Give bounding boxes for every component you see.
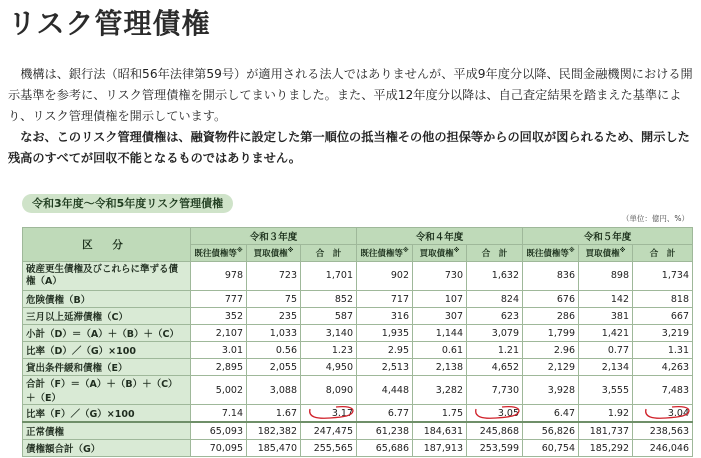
table-cell: 3,928 bbox=[523, 376, 579, 405]
table-cell: 978 bbox=[191, 262, 247, 291]
table-cell: 142 bbox=[579, 291, 633, 308]
table-cell: 3,555 bbox=[579, 376, 633, 405]
year-header: 令和３年度 bbox=[191, 228, 357, 245]
row-label: 破産更生債権及びこれらに準ずる債権（A） bbox=[23, 262, 191, 291]
table-cell: 3.05 bbox=[467, 405, 523, 423]
note-paragraph: なお、このリスク管理債権は、融資物件に設定した第一順位の抵当権その他の担保等からの回収が図られるため、開示した残高のすべてが回収不能となるものではありません。 bbox=[8, 130, 690, 165]
table-cell: 898 bbox=[579, 262, 633, 291]
page-title: リスク管理債権 bbox=[8, 7, 211, 40]
table-cell: 2.96 bbox=[523, 342, 579, 359]
table-cell: 253,599 bbox=[467, 440, 523, 457]
table-cell: 3.04 bbox=[633, 405, 693, 423]
table-cell: 2,513 bbox=[357, 359, 413, 376]
table-cell: 61,238 bbox=[357, 422, 413, 440]
note-mark: ※ bbox=[402, 247, 409, 255]
table-cell: 3,088 bbox=[247, 376, 301, 405]
table-cell: 6.77 bbox=[357, 405, 413, 423]
table-cell: 7,730 bbox=[467, 376, 523, 405]
table-cell: 587 bbox=[301, 308, 357, 325]
table-cell: 65,093 bbox=[191, 422, 247, 440]
table-row bbox=[23, 342, 693, 359]
row-label: 三月以上延滞債権（C） bbox=[23, 308, 191, 325]
note-mark: ※ bbox=[619, 247, 626, 255]
table-cell: 717 bbox=[357, 291, 413, 308]
table-cell: 352 bbox=[191, 308, 247, 325]
table-cell: 187,913 bbox=[413, 440, 467, 457]
table-cell: 247,475 bbox=[301, 422, 357, 440]
table-cell: 2,055 bbox=[247, 359, 301, 376]
table-cell: 1.75 bbox=[413, 405, 467, 423]
note-mark: ※ bbox=[568, 247, 575, 255]
row-label: 比率（F）／（G）×100 bbox=[23, 405, 191, 423]
table-cell: 2,129 bbox=[523, 359, 579, 376]
table-cell: 667 bbox=[633, 308, 693, 325]
table-cell: 56,826 bbox=[523, 422, 579, 440]
row-label: 危険債権（B） bbox=[23, 291, 191, 308]
risk-claims-table bbox=[22, 227, 693, 457]
year-header: 令和５年度 bbox=[523, 228, 693, 245]
table-cell: 1,421 bbox=[579, 325, 633, 342]
table-cell: 852 bbox=[301, 291, 357, 308]
header-category: 区 分 bbox=[23, 228, 191, 262]
table-row bbox=[23, 440, 693, 457]
table-cell: 1,632 bbox=[467, 262, 523, 291]
table-cell: 246,046 bbox=[633, 440, 693, 457]
row-label: 債権額合計（G） bbox=[23, 440, 191, 457]
intro-paragraph: 機構は、銀行法（昭和56年法律第59号）が適用される法人ではありませんが、平成9年度分以降、民間金融機関における開示基準を参考に、リスク管理債権を開示してまいりました。また、平成12年度分以降は、自己査定結果を踏まえた基準により、リスク管理債権を開示しています。 bbox=[8, 67, 693, 123]
table-cell: 3,079 bbox=[467, 325, 523, 342]
table-cell: 818 bbox=[633, 291, 693, 308]
table-cell: 3.01 bbox=[191, 342, 247, 359]
unit-note: （単位：億円、%） bbox=[621, 214, 689, 223]
table-cell: 3,282 bbox=[413, 376, 467, 405]
table-cell: 65,686 bbox=[357, 440, 413, 457]
table-cell: 307 bbox=[413, 308, 467, 325]
table-cell: 184,631 bbox=[413, 422, 467, 440]
section-heading: 令和3年度～令和5年度リスク管理債権 bbox=[22, 194, 233, 213]
table-cell: 777 bbox=[191, 291, 247, 308]
table-row bbox=[23, 422, 693, 440]
table-cell: 8,090 bbox=[301, 376, 357, 405]
table-cell: 5,002 bbox=[191, 376, 247, 405]
table-cell: 1.23 bbox=[301, 342, 357, 359]
table-cell: 1.31 bbox=[633, 342, 693, 359]
table-cell: 0.61 bbox=[413, 342, 467, 359]
table-row bbox=[23, 262, 693, 291]
table-cell: 1,734 bbox=[633, 262, 693, 291]
table-row bbox=[23, 308, 693, 325]
table-cell: 623 bbox=[467, 308, 523, 325]
table-cell: 1.21 bbox=[467, 342, 523, 359]
table-row bbox=[23, 359, 693, 376]
table-cell: 1,799 bbox=[523, 325, 579, 342]
table-cell: 730 bbox=[413, 262, 467, 291]
table-cell: 1,033 bbox=[247, 325, 301, 342]
table-cell: 238,563 bbox=[633, 422, 693, 440]
table-cell: 902 bbox=[357, 262, 413, 291]
row-label: 合計（F）＝（A）＋（B）＋（C）＋（E） bbox=[23, 376, 191, 405]
table-cell: 824 bbox=[467, 291, 523, 308]
table-cell: 245,868 bbox=[467, 422, 523, 440]
table-cell: 1,935 bbox=[357, 325, 413, 342]
table-row bbox=[23, 291, 693, 308]
table-cell: 3,219 bbox=[633, 325, 693, 342]
table-cell: 4,950 bbox=[301, 359, 357, 376]
table-row bbox=[23, 325, 693, 342]
column-subheader: 既往債権等※ bbox=[523, 245, 579, 262]
column-subheader: 既往債権等※ bbox=[357, 245, 413, 262]
table-cell: 185,292 bbox=[579, 440, 633, 457]
table-cell: 7,483 bbox=[633, 376, 693, 405]
table-cell: 235 bbox=[247, 308, 301, 325]
table-cell: 75 bbox=[247, 291, 301, 308]
column-subheader: 買取債権※ bbox=[247, 245, 301, 262]
table-cell: 70,095 bbox=[191, 440, 247, 457]
table-cell: 2.95 bbox=[357, 342, 413, 359]
table-cell: 676 bbox=[523, 291, 579, 308]
table-cell: 4,448 bbox=[357, 376, 413, 405]
column-subheader: 買取債権※ bbox=[413, 245, 467, 262]
table-cell: 6.47 bbox=[523, 405, 579, 423]
table-row bbox=[23, 405, 693, 423]
table-cell: 0.56 bbox=[247, 342, 301, 359]
table-cell: 181,737 bbox=[579, 422, 633, 440]
table-cell: 7.14 bbox=[191, 405, 247, 423]
table-cell: 3,140 bbox=[301, 325, 357, 342]
table-cell: 4,263 bbox=[633, 359, 693, 376]
table-cell: 1,701 bbox=[301, 262, 357, 291]
table-cell: 381 bbox=[579, 308, 633, 325]
table-cell: 255,565 bbox=[301, 440, 357, 457]
table-cell: 2,107 bbox=[191, 325, 247, 342]
column-subheader: 合 計 bbox=[301, 245, 357, 262]
table-cell: 3.17 bbox=[301, 405, 357, 423]
table-cell: 0.77 bbox=[579, 342, 633, 359]
table-cell: 107 bbox=[413, 291, 467, 308]
column-subheader: 買取債権※ bbox=[579, 245, 633, 262]
table-cell: 2,138 bbox=[413, 359, 467, 376]
table-cell: 286 bbox=[523, 308, 579, 325]
row-label: 比率（D）／（G）×100 bbox=[23, 342, 191, 359]
table-cell: 60,754 bbox=[523, 440, 579, 457]
table-cell: 182,382 bbox=[247, 422, 301, 440]
table-cell: 185,470 bbox=[247, 440, 301, 457]
table-cell: 2,895 bbox=[191, 359, 247, 376]
row-label: 正常債権 bbox=[23, 422, 191, 440]
table-cell: 316 bbox=[357, 308, 413, 325]
table-cell: 4,652 bbox=[467, 359, 523, 376]
column-subheader: 合 計 bbox=[467, 245, 523, 262]
row-label: 貸出条件緩和債権（E） bbox=[23, 359, 191, 376]
column-subheader: 合 計 bbox=[633, 245, 693, 262]
table-row bbox=[23, 376, 693, 405]
table-cell: 723 bbox=[247, 262, 301, 291]
table-cell: 836 bbox=[523, 262, 579, 291]
row-label: 小計（D）＝（A）＋（B）＋（C） bbox=[23, 325, 191, 342]
note-mark: ※ bbox=[236, 247, 243, 255]
table-cell: 2,134 bbox=[579, 359, 633, 376]
table-cell: 1,144 bbox=[413, 325, 467, 342]
table-cell: 1.67 bbox=[247, 405, 301, 423]
year-header: 令和４年度 bbox=[357, 228, 523, 245]
note-mark: ※ bbox=[453, 247, 460, 255]
table-cell: 1.92 bbox=[579, 405, 633, 423]
note-mark: ※ bbox=[287, 247, 294, 255]
column-subheader: 既往債権等※ bbox=[191, 245, 247, 262]
